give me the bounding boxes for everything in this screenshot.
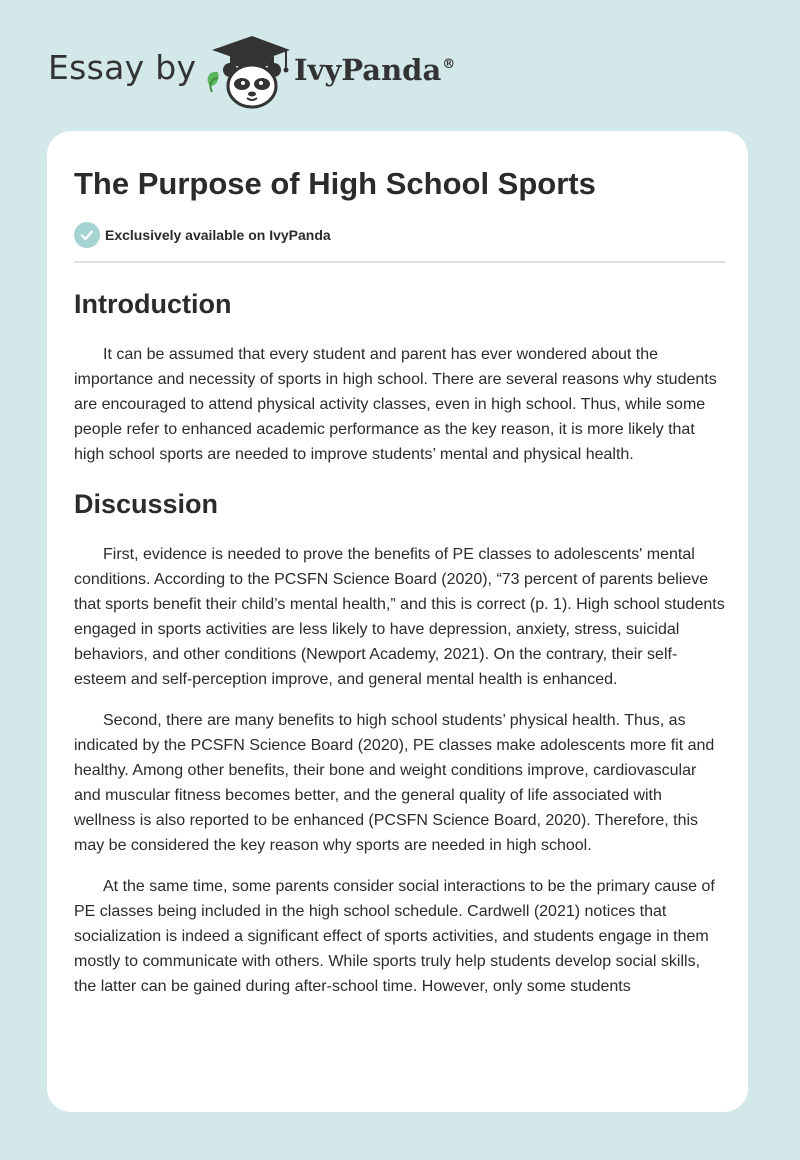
brand-prefix: Essay by — [48, 48, 197, 87]
section-discussion — [74, 487, 725, 999]
essay-content — [74, 166, 725, 999]
check-icon — [74, 222, 100, 248]
section-heading: Introduction — [74, 289, 232, 319]
brand-name-text: IvyPanda — [294, 53, 442, 87]
trademark-symbol: ® — [442, 57, 456, 72]
paragraph: First, evidence is needed to prove the benefits of PE classes to adolescents' mental conditions. According to the PCSFN Science Board (2020), “73 percent of parents believe that sports benefit their child’s mental health,” and this is correct (p. 1). High school students engaged in sports activities are less likely to have depression, anxiety, stress, suicidal behaviors, and other conditions (Newport Academy, 2021). On the contrary, their self-esteem and self-perception improve, and general mental health is enhanced. — [74, 546, 725, 688]
section-heading: Discussion — [74, 489, 219, 519]
exclusive-label: Exclusively available on IvyPanda — [105, 227, 331, 243]
brand-name[interactable] — [294, 53, 455, 87]
panda-logo-icon[interactable] — [202, 34, 292, 110]
site-header — [48, 34, 568, 114]
paragraph: It can be assumed that every student and parent has ever wondered about the importance and necessity of sports in high school. There are several reasons why students are encouraged to attend physical activity classes, even in high school. Thus, while some people refer to enhanced academic performance as the key reason, it is more likely that high school sports are needed to improve students’ mental and physical health. — [74, 346, 717, 463]
page-title: The Purpose of High School Sports — [74, 166, 596, 201]
divider — [74, 261, 725, 263]
paragraph: At the same time, some parents consider social interactions to be the primary cause of PE classes being included in the high school schedule. Cardwell (2021) notices that socialization is indeed a significant effect of sports activities, and students engage in them mostly to communicate with others. While sports truly help students develop social skills, the latter can be gained during after-school time. However, only some students — [74, 878, 715, 995]
paragraph: Second, there are many benefits to high school students’ physical health. Thus, as indicated by the PCSFN Science Board (2020), PE classes make adolescents more fit and healthy. Among other benefits, their bone and weight conditions improve, cardiovascular and muscular fitness becomes better, and the general quality of life associated with wellness is also reported to be enhanced (PCSFN Science Board, 2020). Therefore, this may be considered the key reason why sports are needed in high school. — [74, 712, 715, 854]
section-introduction — [74, 287, 725, 467]
essay-card — [47, 131, 748, 1112]
exclusive-badge — [74, 222, 725, 248]
